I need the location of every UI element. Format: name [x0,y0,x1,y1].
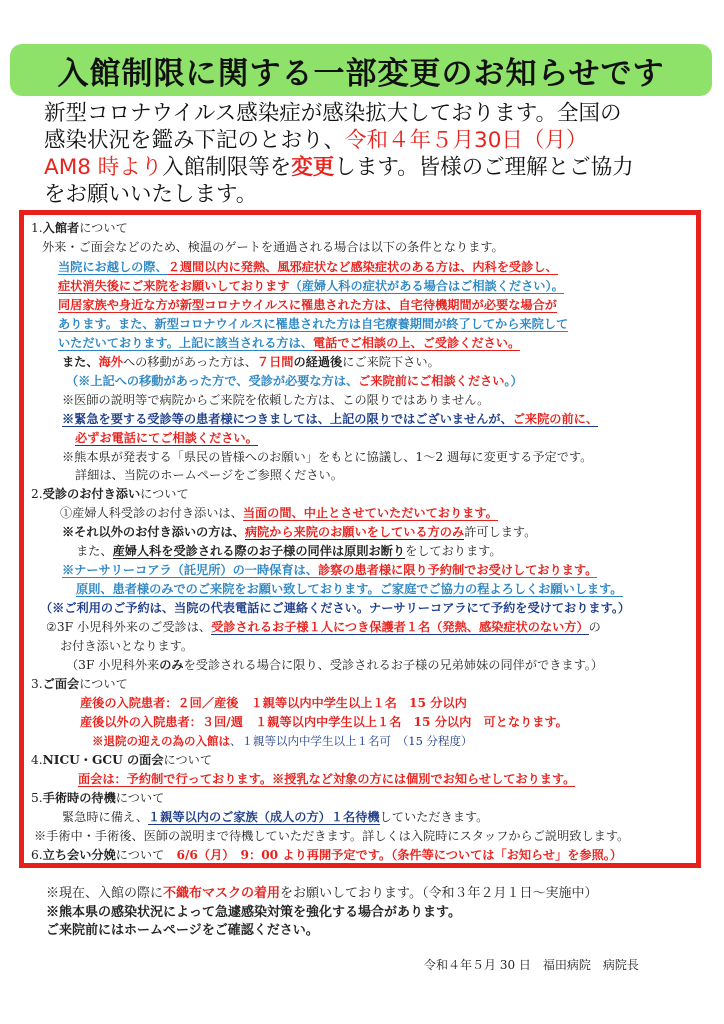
section-suffix: について [140,487,189,501]
s1-text: 。） [504,374,523,388]
s5-text: １親等以内のご家族（成人の方）１名待機 [148,810,380,824]
s2-line: （※ご利用のご予約は、当院の代表電話にご連絡ください。ナーサリーコアラにて予約を受けております。） [40,601,631,615]
section-title: ご面会 [42,677,80,691]
s1-text: （産婦人科の症状がある場合はご相談ください）。 [289,279,564,293]
s1-text: 当院にお越しの際、 [58,260,168,274]
s1-line [58,334,520,352]
s2-text: ※それ以外のお付き添いの方は、 [62,525,245,539]
s2-text: のみ [159,658,184,672]
s1-text: ※緊急を要する受診等の患者様につきましては、上記の限りではございませんが、 [62,412,513,426]
s2-text: をしております。 [405,544,502,558]
s2-text: を受診される場合に限り、受診されるお子様の兄弟姉妹の同伴ができます。） [183,658,604,672]
s1-text: 症状消失後にご来院をお願いしております [58,279,290,293]
s3-line [92,732,473,750]
s1-text: ご来院前にご相談ください [358,374,505,388]
section-title: 手術時の待機 [42,791,116,805]
s1-text: （※上記への移動があった方で、受診が必要な方は、 [66,374,359,388]
section-suffix: について [163,753,213,767]
section-number: 3. [31,677,43,691]
section-4-heading [31,751,212,769]
s1-text: への移動があった方は、 [122,355,257,369]
section-title: の面会 [122,753,164,767]
intro-text: 入館制限等を [162,155,292,180]
s2-text: ②3F 小児科外来のご受診は、 [46,620,212,634]
intro-paragraph [44,100,704,208]
s1-text: にご来院下さい。 [342,355,440,369]
effective-time: AM8 時より [44,155,163,180]
mask-notice: 不織布マスクの着用 [163,886,281,901]
s2-text: 病院から来院のお願いをしている方のみ [244,525,465,539]
intro-text: 感染状況を鑑み下記のとおり、 [44,128,346,153]
spacer [164,848,176,862]
s1-line [58,277,564,295]
s1-line [62,353,440,371]
section-number: 6. [31,848,43,862]
s1-line: 詳細は、当院のホームページをご参照ください。 [75,468,343,482]
s2-line [76,580,623,598]
s5-line: ※手術中・手術後、医師の説明まで待機していただきます。詳しくは入院時にスタッフからご説明致します。 [34,829,630,843]
intro-line: をお願いいたします。 [44,182,258,207]
s2-text: ※ナーサリーコアラ（託児所）の一時保育は、 [62,563,318,577]
s3-text: ※退院の迎えの為の入館は [92,734,230,748]
s4-line [78,770,575,788]
section-2-heading [31,485,189,503]
s1-line [58,258,558,276]
s2-line [66,656,603,674]
s2-text: （3F 小児科外来 [66,658,160,672]
section-number: 5. [31,791,43,805]
s1-text: ２週間以内に発熱、風邪症状など感染症状のある方は、内科を受診し、 [167,260,558,274]
s1-text: ご来院の前に、 [512,412,599,426]
s1-text: の経過後 [293,355,343,369]
section-title: 受診のお付き添い [42,487,141,501]
signature: 令和４年５月 30 日 福田病院 病院長 [424,958,639,972]
s1-line [58,315,568,333]
s1-line: 外来・ご面会などのため、検温のゲートを通過される場合は以下の条件となります。 [42,240,504,254]
s1-text: ７日間 [256,355,294,369]
section-suffix: について [79,677,128,691]
s2-text: また、 [76,544,113,558]
s5-line [62,808,488,826]
s5-text: していただきます。 [379,810,489,824]
s4-text: 面会は：予約制で行っております。※授乳など対象の方には個別でお知らせしております。 [78,772,576,786]
s2-text: 受診されるお子様１人につき保護者１名（発熱、感染症状のない方） [211,620,589,634]
s1-line: ※医師の説明等で病院からご来院を依頼した方は、この限りではありません。 [62,393,490,407]
delivery-resume-notice: 6/6（月） 9：00 より再開予定です。（条件等については「お知らせ」を参照。） [176,848,623,862]
section-6-heading [31,846,622,864]
section-suffix: について [79,221,128,235]
s2-line [62,523,536,541]
s2-text: ご家庭でご協力の程よろしくお願いします。 [379,582,623,596]
footer-line: ※熊本県の感染状況によって急遽感染対策を強化する場合があります。 [46,905,461,920]
intro-line [44,154,704,181]
s2-line [60,504,498,522]
footer-text: をお願いしております。（令和３年２月１日〜実施中） [280,886,598,901]
s1-text: また、 [62,355,99,369]
s2-line [76,542,502,560]
s2-text: 診察の患者様に限り予約制でお受けしております。 [317,563,598,577]
change-emphasis: 変更 [291,155,335,180]
s1-text: 電話でご相談の上、ご受診ください。 [312,336,521,350]
s1-line [75,429,258,447]
section-3-heading [31,675,128,693]
footer-line [46,885,598,903]
s1-text: あります。また、新型コロナウイルスに罹患された方は自宅療養期間が終了してから来院して [58,317,569,331]
intro-line: 新型コロナウイルス感染症が感染拡大しております。全国の [44,101,622,126]
s1-text: 同居家族や身近な方が新型コロナウイルスに罹患された方は、自宅待機期間が必要な場合が [58,298,557,312]
section-number: 1. [31,221,43,235]
s2-line [46,618,601,636]
footer-line: ご来院前にはホームページをご確認ください。 [46,923,319,938]
page-title: 入館制限に関する一部変更のお知らせです [57,55,665,92]
intro-line [44,127,704,154]
s1-text: 必ずお電話にてご相談ください。 [75,431,258,445]
s2-text: 産婦人科を受診される際のお子様の同伴は原則お断り [112,544,406,558]
footer-text: ※現在、入館の際に [46,886,164,901]
s1-line [66,372,523,390]
s2-text: 原則、患者様のみでのご来院をお願い致しております。 [76,582,380,596]
s1-line [58,296,557,314]
section-5-heading [31,789,164,807]
section-1-heading [31,219,128,237]
section-title: 立ち会い分娩 [42,848,116,862]
effective-date: 令和４年５月30日（月） [345,128,588,153]
s2-text: ①産婦人科受診のお付き添いは、 [60,506,243,520]
s2-text: 許可します。 [464,525,537,539]
s1-line: ※熊本県が発表する「県民の皆様へのお願い」をもとに協議し、1〜2 週毎に変更する予定です。 [62,450,593,464]
intro-text: します。皆様のご理解とご協力 [334,155,634,180]
s1-text: 海外 [98,355,123,369]
section-number: 4. [31,753,43,767]
section-suffix: について [115,848,165,862]
s2-text: 当面の間、中止とさせていただいております。 [242,506,498,520]
section-title: NICU・GCU [42,753,123,767]
section-title: 入館者 [42,221,80,235]
s3-text: 、１親等以内中学生以上１名可 （15 分程度） [230,734,473,748]
s2-line: お付き添いとなります。 [60,639,194,653]
section-number: 2. [31,487,43,501]
s3-line: 産後の入院患者：２回／産後 １親等以内中学生以上１名 15 分以内 [80,696,467,710]
section-suffix: について [115,791,165,805]
s2-text: の [588,620,601,634]
s5-text: 緊急時に備え、 [62,810,149,824]
s2-line [62,561,597,579]
s1-text: いただいております。上記に該当される方は、 [58,336,313,350]
s1-line [62,410,598,428]
s3-line: 産後以外の入院患者：３回/週 １親等以内中学生以上１名 15 分以内 可となります。 [80,715,568,729]
title-banner [10,44,712,96]
